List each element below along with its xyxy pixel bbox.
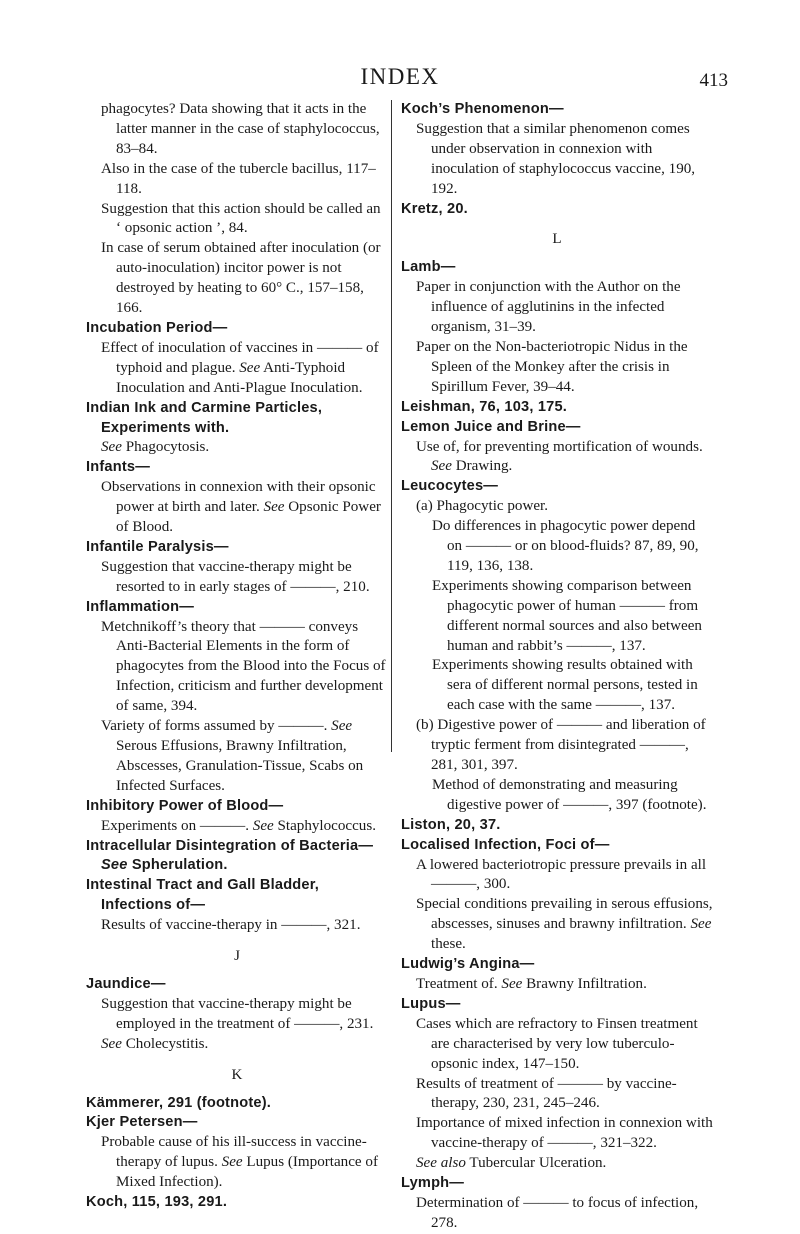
index-subentry: Paper on the Non-bacteriotropic Nidus in the Spleen of the Monkey after the crisis in Spirillum Fever, 39–44.	[416, 338, 688, 395]
index-subentry: Experiments showing comparison between phagocytic power of human ——— from different normal sources and also between human and rabbit’s ———, 137.	[432, 577, 702, 654]
index-heading: Incubation Period—	[86, 319, 228, 336]
index-heading: Inflammation—	[86, 598, 195, 615]
index-subheading: (b) Digestive power of ——— and liberation of tryptic ferment from disintegrated ———, 281, 301, 397.	[416, 717, 706, 773]
index-subentry: Results of vaccine-therapy in ———, 321.	[101, 917, 361, 934]
index-column-left	[86, 100, 388, 1213]
index-heading: Ludwig’s Angina—	[401, 956, 535, 973]
index-heading: Koch’s Phenomenon—	[401, 101, 564, 117]
index-subentry: See Phagocytosis.	[101, 439, 210, 456]
page-running-title: INDEX	[360, 64, 440, 89]
index-subentry: Observations in connexion with their opsonic power at birth and later. See Opsonic Power of Blood.	[101, 479, 381, 536]
index-heading: Leishman, 76, 103, 175.	[401, 398, 568, 415]
section-letter: L	[552, 231, 562, 248]
index-subentry: Suggestion that vaccine-therapy might be resorted to in early stages of ———, 210.	[101, 558, 370, 595]
index-subentry: Experiments showing results obtained with sera of different normal persons, tested in each case with the same ———, 137.	[432, 657, 698, 714]
index-subentry: Cases which are refractory to Finsen treatment are characterised by very low tuberculo-opsonic index, 147–150.	[416, 1015, 698, 1072]
index-heading: Lamb—	[401, 259, 456, 276]
index-subentry: Effect of inoculation of vaccines in ——— of typhoid and plague. See Anti-Typhoid Inoculation and Anti-Plague Inoculation.	[101, 339, 379, 396]
index-heading: Leucocytes—	[401, 478, 499, 495]
index-subentry: Determination of ——— to focus of infection, 278.	[416, 1194, 699, 1231]
index-subentry: Suggestion that this action should be called an ‘ opsonic action ’, 84.	[101, 200, 381, 237]
index-subentry: Treatment of. See Brawny Infiltration.	[416, 975, 647, 992]
index-heading: Lupus—	[401, 995, 461, 1012]
index-heading: Indian Ink and Carmine Particles, Experiments with.	[86, 399, 323, 436]
index-subentry: Metchnikoff’s theory that ——— conveys Anti-Bacterial Elements in the form of phagocytes from the Blood into the Focus of Infection, criticism and further development of same, 394.	[101, 618, 386, 715]
index-subentry: phagocytes? Data showing that it acts in the latter manner in the case of staphylococcus, 83–84.	[101, 101, 380, 157]
index-subentry: A lowered bacteriotropic pressure prevails in all ———, 300.	[416, 856, 707, 893]
index-heading: Jaundice—	[86, 975, 166, 992]
index-heading: Localised Infection, Foci of—	[401, 836, 610, 853]
index-subentry: Special conditions prevailing in serous effusions, abscesses, sinuses and brawny infiltration. See these.	[416, 896, 713, 953]
index-heading: Lymph—	[401, 1175, 465, 1192]
index-subentry: In case of serum obtained after inoculation (or auto-inoculation) incitor power is not destroyed by heating to 60° C., 157–158, 166.	[101, 240, 381, 317]
index-heading: Inhibitory Power of Blood—	[86, 797, 284, 814]
index-subentry: Suggestion that a similar phenomenon comes under observation in connexion with inoculation of staphylococcus vaccine, 190, 192.	[416, 120, 696, 197]
index-subentry: Method of demonstrating and measuring digestive power of ———, 397 (footnote).	[432, 776, 707, 813]
index-subentry: Experiments on ———. See Staphylococcus.	[101, 817, 376, 834]
index-subentry: Also in the case of the tubercle bacillus, 117–118.	[101, 160, 376, 197]
index-heading: Kjer Petersen—	[86, 1114, 198, 1131]
index-subentry: Results of treatment of ——— by vaccine-therapy, 230, 231, 245–246.	[416, 1075, 677, 1112]
index-heading: Infants—	[86, 459, 151, 476]
index-heading: Kämmerer, 291 (footnote).	[86, 1094, 272, 1111]
index-heading: Lemon Juice and Brine—	[401, 418, 581, 435]
index-heading: Liston, 20, 37.	[401, 816, 501, 833]
index-heading: Intestinal Tract and Gall Bladder, Infections of—	[86, 877, 320, 914]
index-heading: Infantile Paralysis—	[86, 538, 229, 555]
index-column-right	[401, 100, 713, 1234]
index-heading: Intracellular Disintegration of Bacteria—See Spherulation.	[86, 837, 374, 874]
index-subentry: Paper in conjunction with the Author on the influence of agglutinins in the infected organism, 31–39.	[416, 279, 681, 336]
index-subentry: Use of, for preventing mortification of wounds. See Drawing.	[416, 438, 703, 475]
index-subheading: (a) Phagocytic power.	[416, 498, 549, 515]
section-letter: K	[231, 1066, 243, 1083]
index-subentry: Do differences in phagocytic power depend on ——— or on blood-fluids? 87, 89, 90, 119, 136, 138.	[432, 518, 699, 574]
index-subentry: See Cholecystitis.	[101, 1035, 209, 1052]
index-heading: Kretz, 20.	[401, 200, 468, 217]
index-heading: Koch, 115, 193, 291.	[86, 1194, 228, 1211]
section-letter: J	[234, 948, 240, 965]
column-divider	[391, 100, 392, 752]
index-subentry: Variety of forms assumed by ———. See Serous Effusions, Brawny Infiltration, Abscesses, Granulation-Tissue, Scabs on Infected Surfaces.	[101, 718, 364, 794]
page-number: 413	[699, 70, 728, 91]
index-subentry: Probable cause of his ill-success in vaccine-therapy of lupus. See Lupus (Importance of Mixed Infection).	[101, 1134, 378, 1191]
index-subentry: See also Tubercular Ulceration.	[416, 1155, 607, 1172]
index-subentry: Suggestion that vaccine-therapy might be employed in the treatment of ———, 231.	[101, 995, 374, 1032]
index-subentry: Importance of mixed infection in connexion with vaccine-therapy of ———, 321–322.	[416, 1115, 713, 1152]
